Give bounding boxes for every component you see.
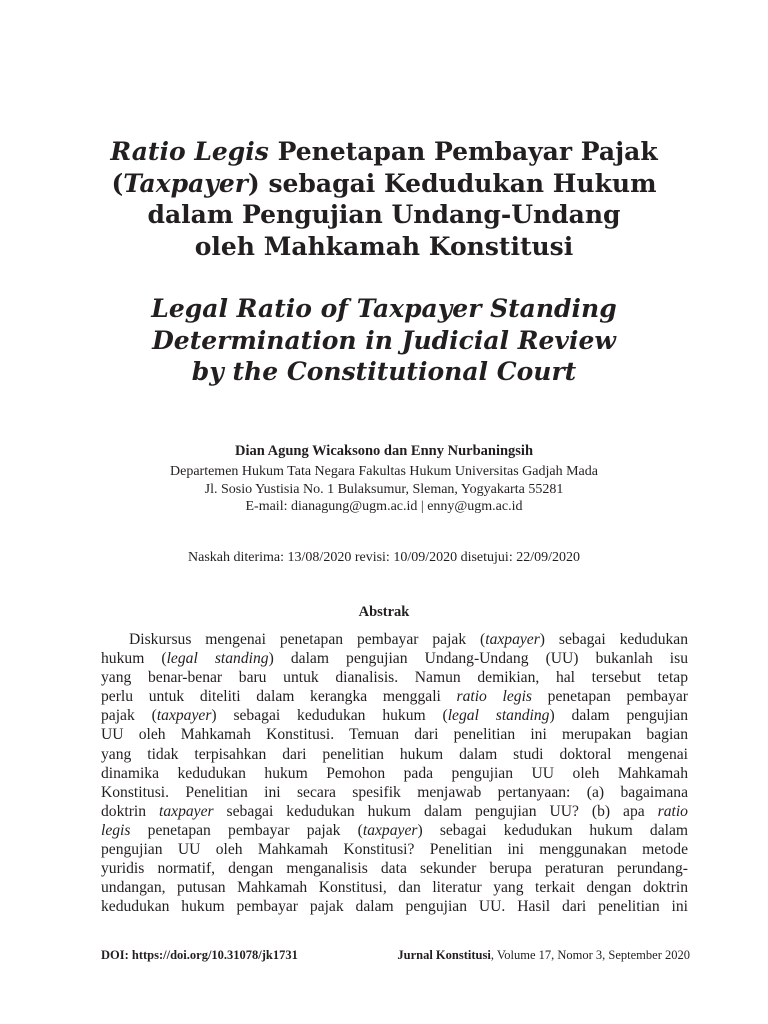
affiliation [0, 463, 768, 516]
title-line-4: oleh Mahkamah Konstitusi [194, 231, 574, 261]
abstract-heading: Abstrak [358, 604, 410, 620]
affiliation-email: E-mail: dianagung@ugm.ac.id | enny@ugm.ac.id [245, 499, 523, 514]
title-en-line-2: Determination in Judicial Review [152, 325, 616, 355]
abstract-line: pengujian UU oleh Mahkamah Konstitusi? Penelitian ini menggunakan metode [101, 841, 688, 859]
authors: Dian Agung Wicaksono dan Enny Nurbaningsih [234, 443, 534, 459]
abstract-line: UU oleh Mahkamah Konstitusi. Temuan dari penelitian ini merupakan bagian [101, 726, 688, 744]
journal-citation: Jurnal Konstitusi, Volume 17, Nomor 3, September 2020 [397, 948, 690, 962]
manuscript-dates: Naskah diterima: 13/08/2020 revisi: 10/09/2020 disetujui: 22/09/2020 [188, 550, 580, 565]
affiliation-address: Jl. Sosio Yustisia No. 1 Bulaksumur, Sleman, Yogyakarta 55281 [204, 481, 564, 497]
title-en-line-1: Legal Ratio of Taxpayer Standing [151, 294, 617, 323]
abstract-line: pajak (taxpayer) sebagai kedudukan hukum (legal standing) dalam pengujian [101, 707, 688, 725]
abstract-line: dinamika kedudukan hukum Pemohon pada pengujian UU oleh Mahkamah [101, 764, 688, 782]
title-line-2: (Taxpayer) sebagai Kedudukan Hukum [111, 168, 657, 198]
abstract-line: yuridis normatif, dengan menganalisis data sekunder berupa peraturan perundang- [101, 860, 688, 878]
title-line-3: dalam Pengujian Undang-Undang [147, 200, 621, 229]
abstract-line: Diskursus mengenai penetapan pembayar pajak (taxpayer) sebagai kedudukan [129, 631, 688, 648]
affiliation-department: Departemen Hukum Tata Negara Fakultas Hukum Universitas Gadjah Mada [170, 464, 598, 479]
abstract-line: perlu untuk diteliti dalam kerangka menggali ratio legis penetapan pembayar [101, 688, 688, 706]
abstract-line: doktrin taxpayer sebagai kedudukan hukum dalam pengujian UU? (b) apa ratio [101, 802, 688, 820]
abstract-body [101, 630, 688, 916]
abstract-line: yang benar-benar baru untuk dianalisis. Namun demikian, hal tersebut tetap [101, 669, 688, 687]
abstract-line: hukum (legal standing) dalam pengujian Undang-Undang (UU) bukanlah isu [101, 650, 688, 668]
doi-link[interactable]: DOI: https://doi.org/10.31078/jk1731 [101, 948, 298, 962]
abstract-line: undangan, putusan Mahkamah Konstitusi, dan literatur yang terkait dengan doktrin [101, 879, 688, 897]
abstract-line: yang tidak terpisahkan dari penelitian hukum dalam studi doktoral mengenai [101, 745, 688, 763]
title-en-line-3: by the Constitutional Court [191, 357, 577, 386]
title-english [0, 293, 768, 388]
title-line-1: Ratio Legis Penetapan Pembayar Pajak [110, 137, 658, 166]
abstract-line: Konstitusi. Penelitian ini secara spesifik menjawab pertanyaan: (a) bagaimana [101, 783, 688, 801]
abstract-line: legis penetapan pembayar pajak (taxpayer) sebagai kedudukan hukum dalam [101, 821, 688, 839]
title-indonesian [0, 136, 768, 262]
page-footer [101, 948, 690, 963]
abstract-line: kedudukan hukum pembayar pajak dalam pengujian UU. Hasil dari penelitian ini [101, 898, 688, 916]
